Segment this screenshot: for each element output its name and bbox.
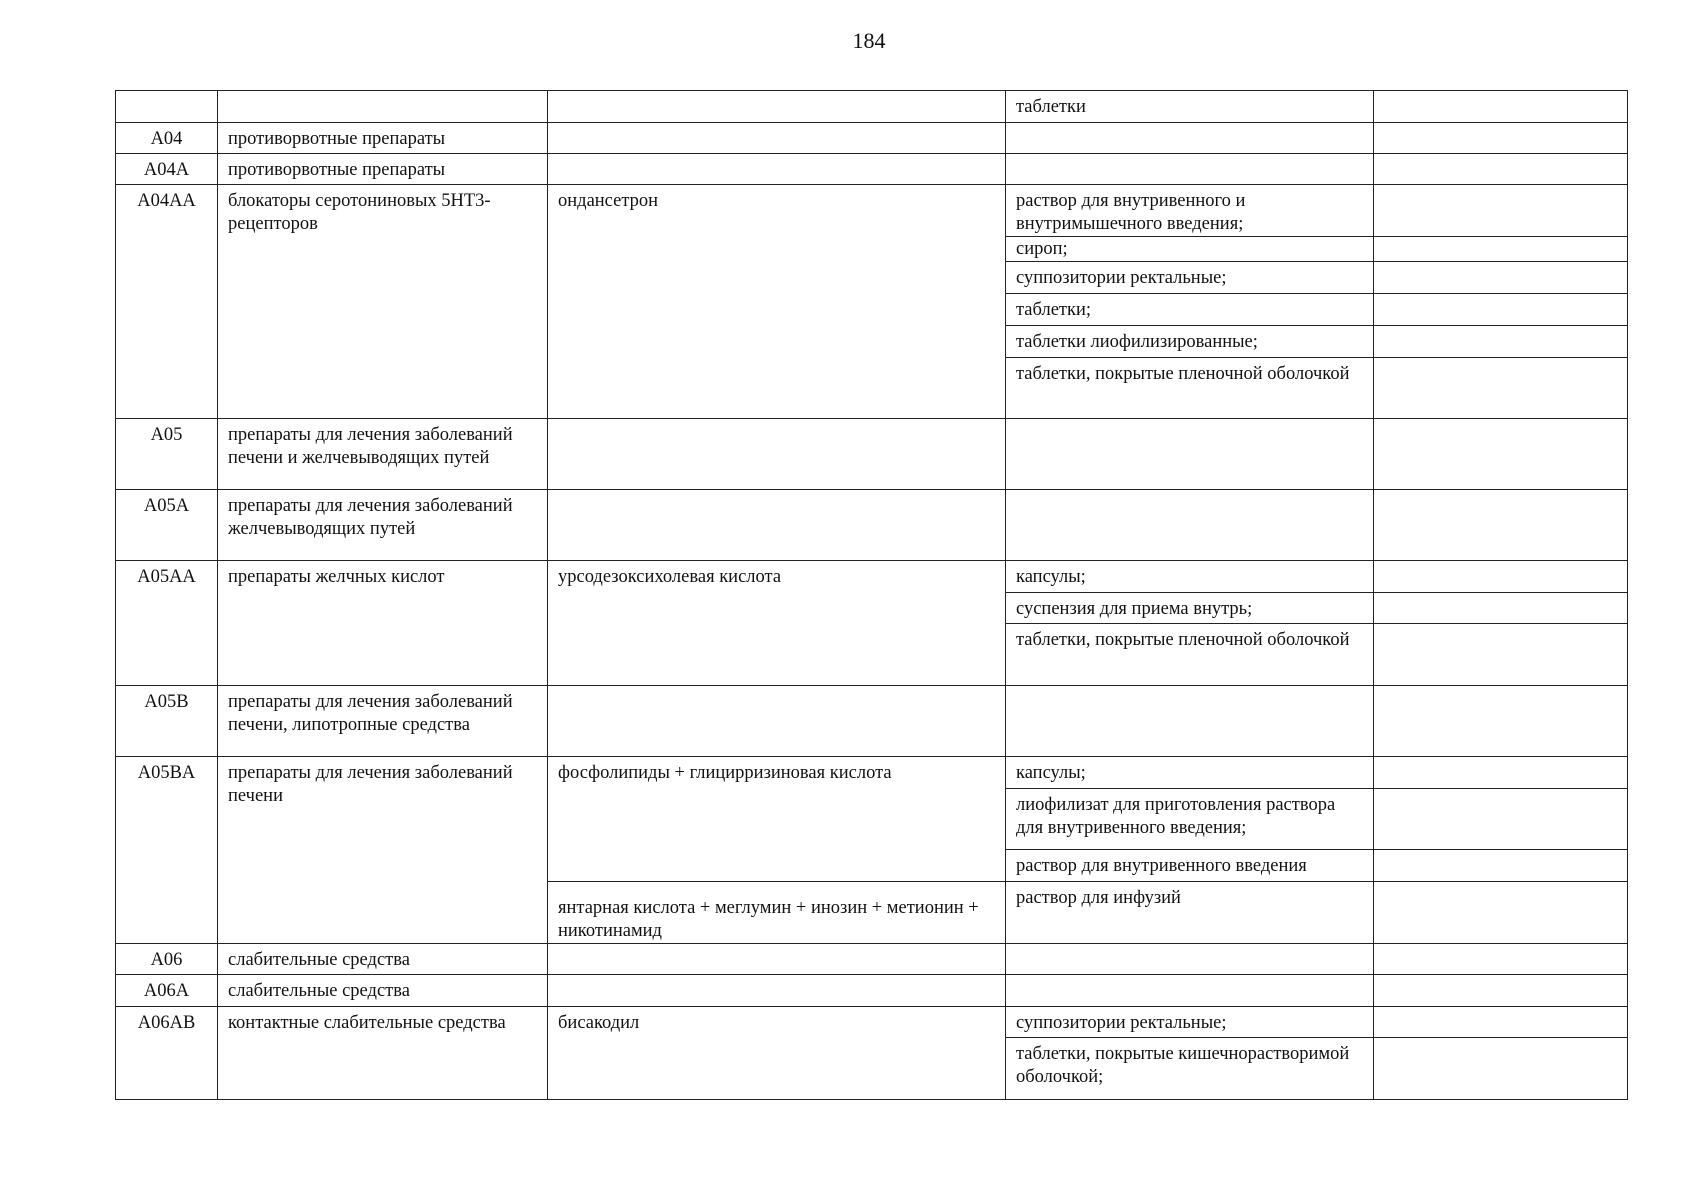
extra-cell xyxy=(1374,789,1628,850)
extra-cell xyxy=(1374,262,1628,294)
table-row xyxy=(116,185,1628,237)
group-name-cell: противорвотные препараты xyxy=(218,154,548,185)
drug-cell: ондансетрон xyxy=(548,185,1006,419)
extra-cell xyxy=(1374,624,1628,686)
extra-cell xyxy=(1374,593,1628,624)
form-cell: таблетки, покрытые пленочной оболочкой xyxy=(1006,358,1374,419)
form-cell: таблетки xyxy=(1006,91,1374,123)
group-name-cell: препараты желчных кислот xyxy=(218,561,548,686)
form-cell xyxy=(1006,123,1374,154)
drug-cell xyxy=(548,944,1006,975)
extra-cell xyxy=(1374,944,1628,975)
table-row xyxy=(116,561,1628,593)
form-cell xyxy=(1006,975,1374,1007)
code-cell xyxy=(116,91,218,123)
extra-cell xyxy=(1374,358,1628,419)
table-row xyxy=(116,91,1628,123)
drug-cell xyxy=(548,686,1006,757)
code-cell: A06 xyxy=(116,944,218,975)
table-row xyxy=(116,686,1628,757)
extra-cell xyxy=(1374,154,1628,185)
form-cell: суппозитории ректальные; xyxy=(1006,1007,1374,1038)
form-cell: таблетки лиофилизированные; xyxy=(1006,326,1374,358)
form-cell: таблетки, покрытые пленочной оболочкой xyxy=(1006,624,1374,686)
drug-cell xyxy=(548,91,1006,123)
form-cell xyxy=(1006,419,1374,490)
group-name-cell: противорвотные препараты xyxy=(218,123,548,154)
table-row xyxy=(116,154,1628,185)
table-row xyxy=(116,1007,1628,1038)
form-cell xyxy=(1006,686,1374,757)
extra-cell xyxy=(1374,294,1628,326)
extra-cell xyxy=(1374,91,1628,123)
form-cell: капсулы; xyxy=(1006,561,1374,593)
code-cell: A04A xyxy=(116,154,218,185)
extra-cell xyxy=(1374,1007,1628,1038)
extra-cell xyxy=(1374,237,1628,262)
form-cell: таблетки, покрытые кишечнорастворимой оболочкой; xyxy=(1006,1038,1374,1100)
code-cell: A05B xyxy=(116,686,218,757)
code-cell: A05A xyxy=(116,490,218,561)
group-name-cell: препараты для лечения заболеваний печени xyxy=(218,757,548,944)
group-name-cell: слабительные средства xyxy=(218,944,548,975)
group-name-cell: слабительные средства xyxy=(218,975,548,1007)
table-row xyxy=(116,944,1628,975)
page-number: 184 xyxy=(852,28,886,53)
extra-cell xyxy=(1374,686,1628,757)
form-cell xyxy=(1006,490,1374,561)
drug-table xyxy=(115,90,1628,1100)
form-cell: лиофилизат для приготовления раствора для внутривенного введения; xyxy=(1006,789,1374,850)
table-row xyxy=(116,419,1628,490)
code-cell: A04 xyxy=(116,123,218,154)
drug-cell: фосфолипиды + глицирризиновая кислота xyxy=(548,757,1006,882)
table-row xyxy=(116,975,1628,1007)
extra-cell xyxy=(1374,419,1628,490)
code-cell: A05AA xyxy=(116,561,218,686)
extra-cell xyxy=(1374,123,1628,154)
drug-cell xyxy=(548,419,1006,490)
form-cell: капсулы; xyxy=(1006,757,1374,789)
group-name-cell: препараты для лечения заболеваний желчевыводящих путей xyxy=(218,490,548,561)
table-row xyxy=(116,123,1628,154)
group-name-cell xyxy=(218,91,548,123)
form-cell xyxy=(1006,154,1374,185)
form-cell: таблетки; xyxy=(1006,294,1374,326)
form-cell xyxy=(1006,944,1374,975)
group-name-cell: препараты для лечения заболеваний печени и желчевыводящих путей xyxy=(218,419,548,490)
drug-cell xyxy=(548,123,1006,154)
extra-cell xyxy=(1374,882,1628,944)
group-name-cell: препараты для лечения заболеваний печени, липотропные средства xyxy=(218,686,548,757)
form-cell: раствор для инфузий xyxy=(1006,882,1374,944)
extra-cell xyxy=(1374,185,1628,237)
extra-cell xyxy=(1374,757,1628,789)
drug-cell: бисакодил xyxy=(548,1007,1006,1100)
extra-cell xyxy=(1374,1038,1628,1100)
drug-cell xyxy=(548,975,1006,1007)
table-row xyxy=(116,757,1628,789)
form-cell: суппозитории ректальные; xyxy=(1006,262,1374,294)
extra-cell xyxy=(1374,490,1628,561)
code-cell: A05BA xyxy=(116,757,218,944)
drug-cell xyxy=(548,154,1006,185)
group-name-cell: блокаторы серотониновых 5HT3-рецепторов xyxy=(218,185,548,419)
form-cell: раствор для внутривенного и внутримышечного введения; xyxy=(1006,185,1374,237)
code-cell: A04AA xyxy=(116,185,218,419)
extra-cell xyxy=(1374,561,1628,593)
form-cell: сироп; xyxy=(1006,237,1374,262)
extra-cell xyxy=(1374,326,1628,358)
drug-cell xyxy=(548,490,1006,561)
extra-cell xyxy=(1374,850,1628,882)
code-cell: A06A xyxy=(116,975,218,1007)
code-cell: A06AB xyxy=(116,1007,218,1100)
table-row xyxy=(116,490,1628,561)
form-cell: суспензия для приема внутрь; xyxy=(1006,593,1374,624)
drug-cell: янтарная кислота + меглумин + инозин + метионин + никотинамид xyxy=(548,882,1006,944)
form-cell: раствор для внутривенного введения xyxy=(1006,850,1374,882)
code-cell: A05 xyxy=(116,419,218,490)
group-name-cell: контактные слабительные средства xyxy=(218,1007,548,1100)
extra-cell xyxy=(1374,975,1628,1007)
drug-cell: урсодезоксихолевая кислота xyxy=(548,561,1006,686)
